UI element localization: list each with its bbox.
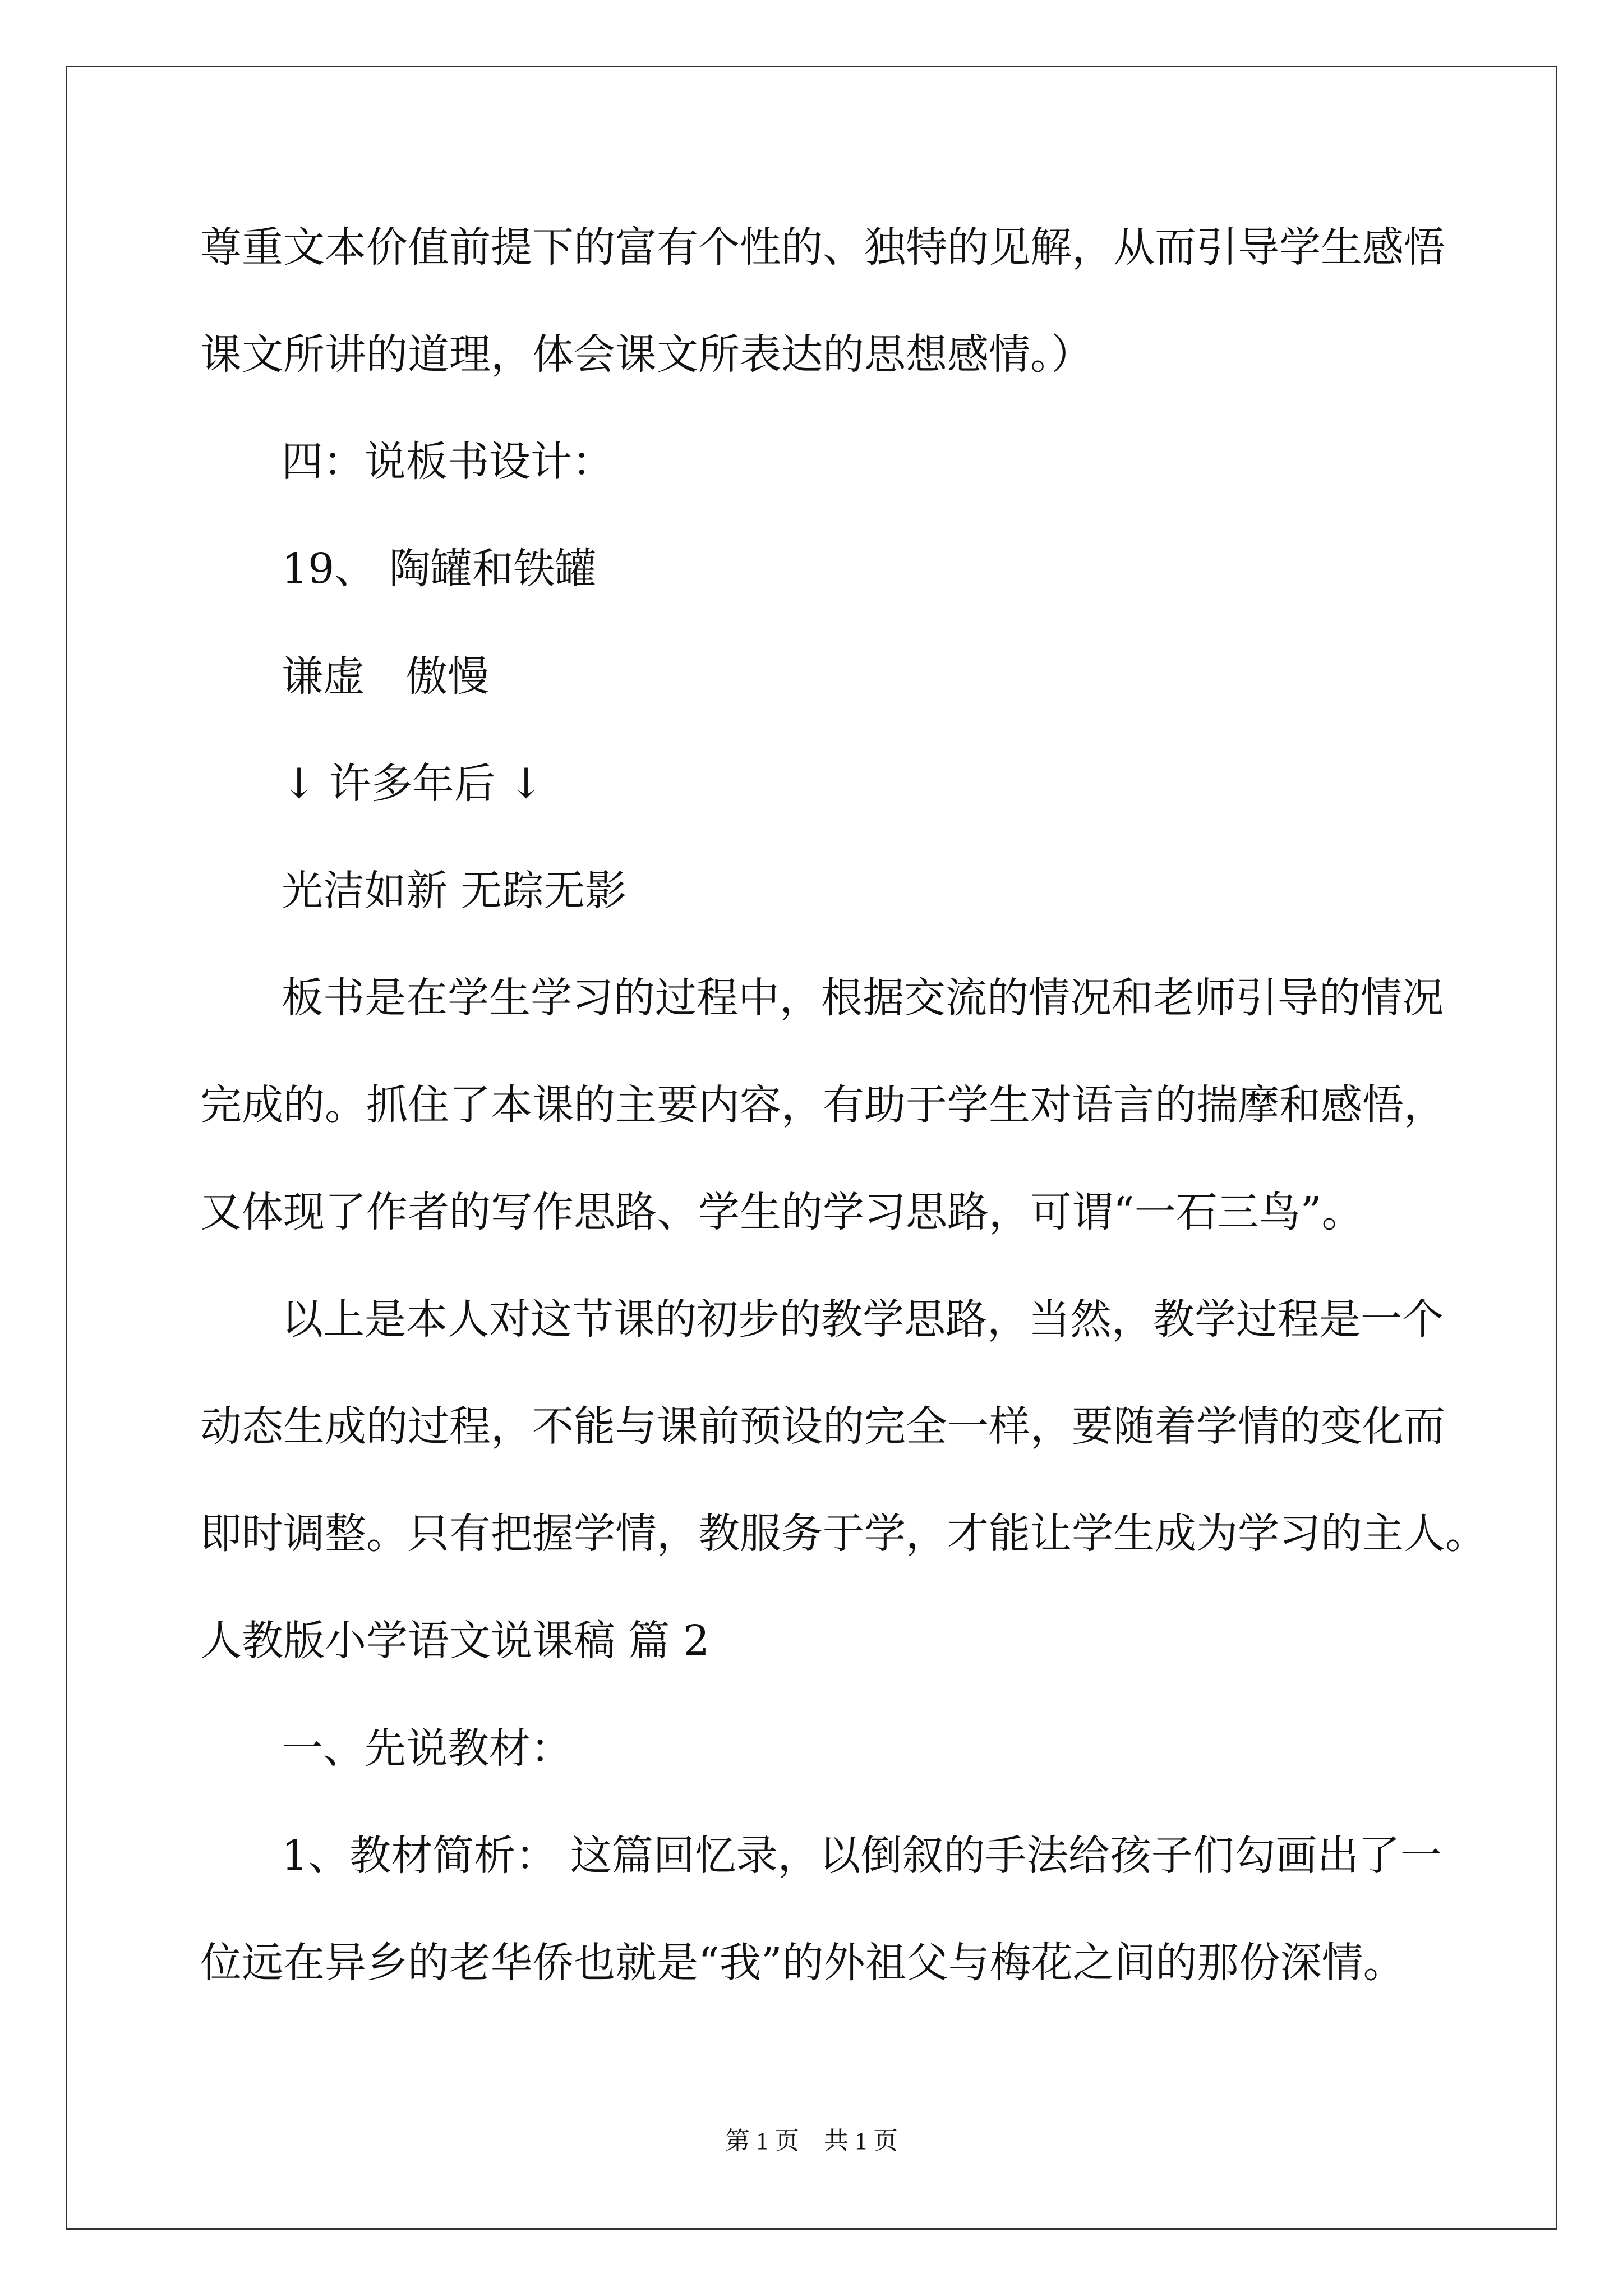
paragraph-line: 完成的。抓住了本课的主要内容，有助于学生对语言的揣摩和感悟， [200, 1081, 1445, 1129]
paragraph-line: 尊重文本价值前提下的富有个性的、独特的见解，从而引导学生感悟 [200, 223, 1445, 272]
page-number-label: 第 1 页 共 1 页 [725, 2127, 898, 2155]
board-line: ↓ 许多年后 ↓ [282, 760, 544, 808]
board-title: 19、 陶罐和铁罐 [282, 545, 597, 593]
paragraph-line: 位远在异乡的老华侨也就是“我”的外祖父与梅花之间的那份深情。 [200, 1939, 1405, 1987]
board-line: 谦虚 傲慢 [282, 652, 489, 701]
paragraph-line: 动态生成的过程，不能与课前预设的完全一样，要随着学情的变化而 [200, 1402, 1445, 1451]
paragraph-line: 1、教材简析： 这篇回忆录，以倒叙的手法给孩子们勾画出了一 [282, 1832, 1442, 1880]
section-heading: 一、先说教材： [282, 1724, 572, 1773]
paragraph-line: 课文所讲的道理，体会课文所表达的思想感情。） [200, 330, 1092, 379]
paragraph-line: 又体现了作者的写作思路、学生的学习思路，可谓“一石三鸟”。 [200, 1188, 1363, 1236]
paragraph-line: 以上是本人对这节课的初步的教学思路，当然，教学过程是一个 [282, 1295, 1444, 1343]
page-border [66, 66, 1557, 2230]
board-line: 光洁如新 无踪无影 [282, 867, 627, 915]
article-title: 人教版小学语文说课稿 篇 2 [200, 1617, 710, 1665]
paragraph-line: 板书是在学生学习的过程中，根据交流的情况和老师引导的情况 [282, 974, 1444, 1022]
paragraph-line: 即时调整。只有把握学情，教服务于学，才能让学生成为学习的主人。 [200, 1510, 1487, 1558]
section-heading: 四：说板书设计： [282, 438, 614, 486]
page-footer [0, 2120, 1623, 2156]
